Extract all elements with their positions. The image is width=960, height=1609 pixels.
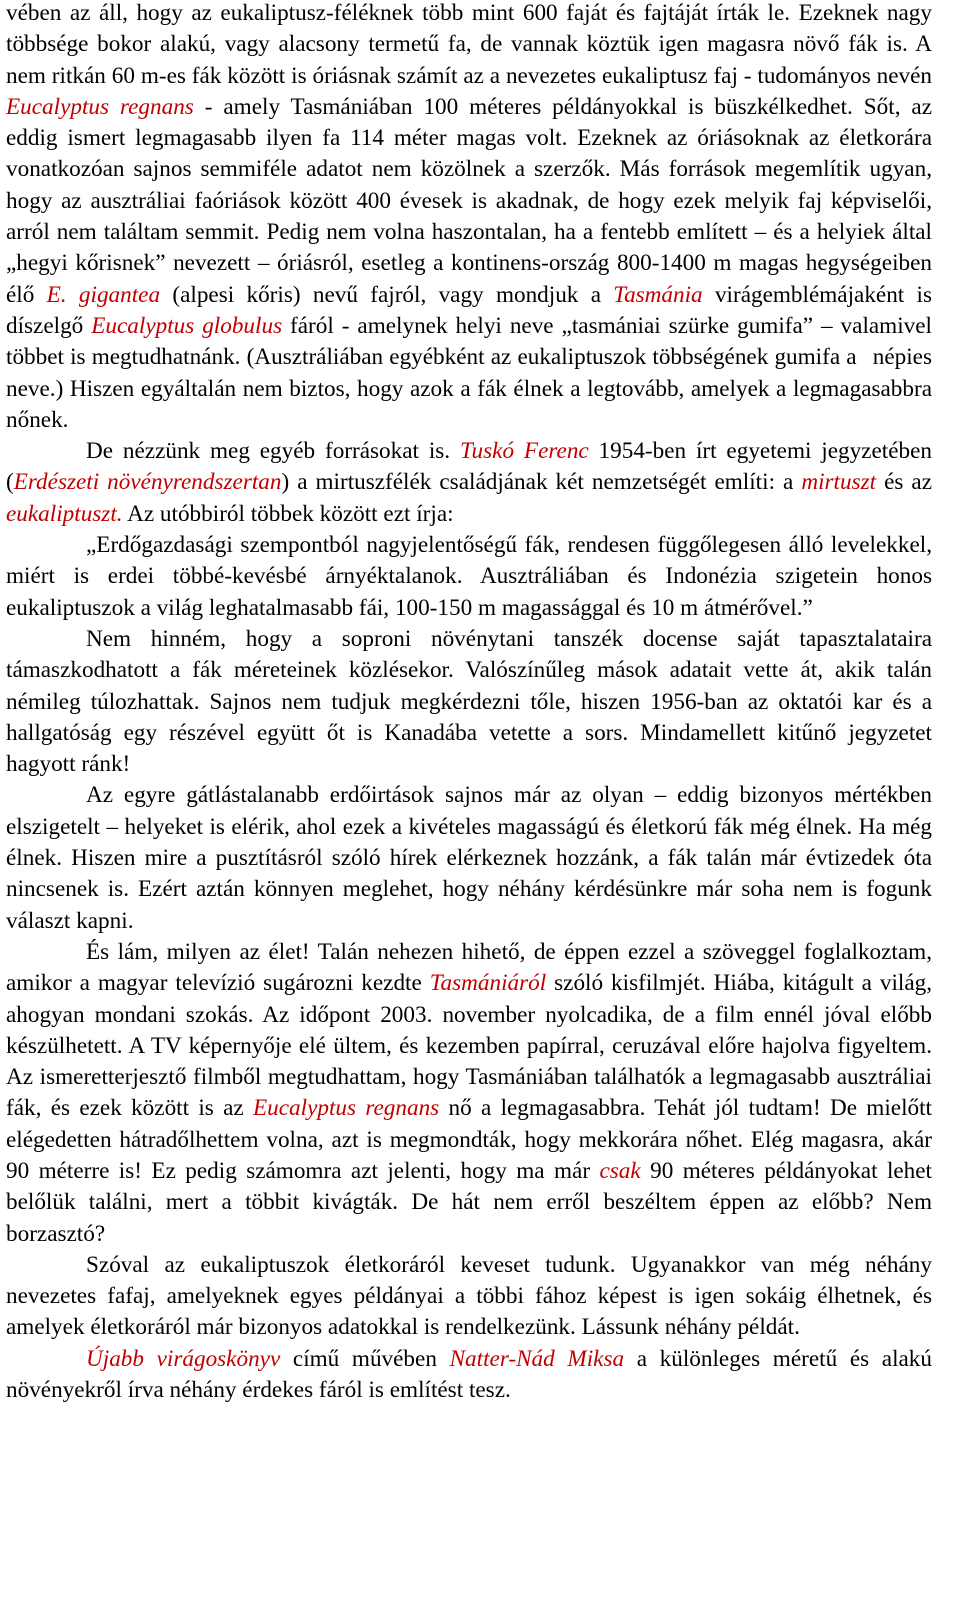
text-run: szóló kisfilmjét. Hiába, kitágult a világ, ahogyan mondani szokás. Az időpont 2003. november nyolcadika, de a film ennél jóval előbb készülhetett. A TV képernyője elé ültem, és kezemben papírral, ceruzával előre hajolva figyeltem. Az ismeretterjesztő filmből megtudhattam, hogy Tasmániában találhatók a legmagasabb ausztráliai fák, és ezek között is az	[6, 970, 933, 1122]
italic-red-term: Erdészeti növényrendszertan	[13, 469, 282, 496]
text-run: vében az áll, hogy az eukaliptusz-féléknek több mint 600 faját és fajtáját írták le. Ezeknek nagy többsége bokor alakú, vagy alacsony termetű fa, de vannak köztük igen magasra növő fák is. A nem ritkán 60 m-es fák között is óriásnak számít az a nevezetes eukaliptusz faj - tudományos nevén	[6, 0, 932, 89]
text-run: - amely Tasmániában 100 méteres példányokkal is büszkélkedhet. Sőt, az eddig ismert legmagasabb ilyen fa 114 méter magas volt. Ezeknek az óriásoknak az életkorára vonatkozóan sajnos semmiféle adatot nem közölnek a szerzők. Más források megemlítik ugyan, hogy az ausztráliai faóriások között 400 évesek is akadnak, de hogy ezek melyik faj képviselői, arról nem találtam semmit. Pedig nem volna haszontalan, ha a fentebb említett – és a helyiek által „hegyi kőrisnek” nevezett – óriásról, esetleg a kontinens-ország 800-1400 m magas hegységeiben élő	[6, 93, 932, 308]
italic-red-term: Tasmánia	[613, 281, 703, 308]
text-run: Az egyre gátlástalanabb erdőirtások sajnos már az olyan – eddig bizonyos mértékben elszigetelt – helyeket is elérik, ahol ezek a kivételes magasságú és életkorú fák még élnek. Ha még élnek. Hiszen mire a pusztításról szóló hírek elérkeznek hozzánk, a fák talán már évtizedek óta nincsenek is. Ezért aztán könnyen meglehet, hogy néhány kérdésünkre már soha nem is fogunk választ kapni.	[6, 782, 932, 934]
text-run: De nézzünk meg egyéb forrásokat is.	[86, 438, 460, 465]
text-run: népies neve.) Hiszen egyáltalán nem biztos, hogy azok a fák élnek a legtovább, amelyek a legmagasabbra nőnek.	[6, 344, 932, 433]
paragraph-3	[6, 624, 932, 780]
italic-red-term: Eucalyptus globulus	[91, 312, 283, 339]
italic-red-term: Tasmániáról	[429, 970, 547, 997]
italic-red-term: Eucalyptus regnans	[253, 1095, 440, 1122]
paragraph-4	[6, 780, 932, 936]
italic-red-term: Natter-Nád Miksa	[449, 1345, 625, 1372]
paragraph-6	[6, 1250, 932, 1344]
text-run: a különleges méretű és alakú növényekről írva néhány érdekes fáról is említést tesz.	[6, 1345, 932, 1404]
text-run: ) a mirtuszfélék családjának két nemzetségét említi: a	[281, 469, 802, 496]
text-run: fáról - amelynek helyi neve „tasmániai szürke gumifa” – valamivel többet is megtudhatnánk. (Ausztráliában egyébként az eukaliptuszok többségének gumifa a	[6, 312, 932, 371]
text-run: nő a legmagasabbra. Tehát jól tudtam! De mielőtt elégedetten hátradőlhettem volna, azt is megmondták, hogy mekkorára nőhet. Elég magasra, akár 90 méterre is! Ez pedig számomra azt jelenti, hogy ma már	[6, 1095, 932, 1184]
italic-red-term: E. gigantea	[46, 281, 161, 308]
text-run: Az utóbbiról többek között ezt írja:	[122, 500, 454, 527]
text-run: Szóval az eukaliptuszok életkoráról keveset tudunk. Ugyanakkor van még néhány nevezetes fafaj, amelyeknek egyes példányai a többi fához képest is igen sokáig élhetnek, és amelyek életkoráról már bizonyos adatokkal is rendelkezünk. Lássunk néhány példát.	[6, 1251, 932, 1341]
paragraph-5	[6, 937, 932, 1250]
italic-red-term: Újabb virágoskönyv	[86, 1345, 281, 1372]
text-run: És lám, milyen az élet! Talán nehezen hihető, de éppen ezzel a szöveggel foglalkoztam, amikor a magyar televízió sugározni kezdte	[6, 938, 932, 997]
text-run: „Erdőgazdasági szempontból nagyjelentőségű fák, rendesen függőlegesen álló levelekkel, miért is erdei többé-kevésbé árnyéktalanok. Ausztráliában és Indonézia szigetein honos eukaliptuszok a világ leghatalmasabb fái, 100-150 m magassággal és 10 m átmérővel.”	[6, 532, 932, 621]
block-quote	[6, 530, 932, 624]
italic-red-term: Tuskó Ferenc	[459, 438, 589, 465]
text-run: című művében	[280, 1345, 450, 1372]
text-run: 90 méteres példányokat lehet belőlük találni, mert a többit kivágták. De hát nem erről beszéltem éppen az előbb? Nem borzasztó?	[6, 1157, 933, 1247]
italic-red-term: Eucalyptus regnans	[6, 93, 194, 120]
italic-red-term: csak	[599, 1157, 641, 1184]
text-run: (alpesi kőris) nevű fajról, vagy mondjuk a	[160, 281, 614, 308]
italic-red-term: mirtuszt	[801, 469, 877, 496]
text-run: Nem hinném, hogy a soproni növénytani tanszék docense saját tapasztalataira támaszkodhatott a fák méreteinek közlésekor. Valószínűleg mások adatait vette át, akik talán némileg túlozhattak. Sajnos nem tudjuk megkérdezni tőle, hiszen 1956-ban az oktatói kar és a hallgatóság egy részével együtt őt is Kanadába vetette a sors. Mindamellett kitűnő jegyzetet hagyott ránk!	[6, 625, 932, 778]
text-run: virágemblémájaként is díszelgő	[6, 281, 933, 339]
paragraph-7	[6, 1344, 932, 1407]
text-run: 1954-ben írt egyetemi jegyzetében (	[6, 438, 932, 496]
paragraph-2	[6, 436, 932, 530]
paragraph-1	[6, 0, 932, 436]
italic-red-term: eukaliptuszt.	[6, 500, 123, 527]
document-page	[6, 0, 932, 1406]
text-run: és az	[876, 469, 932, 496]
